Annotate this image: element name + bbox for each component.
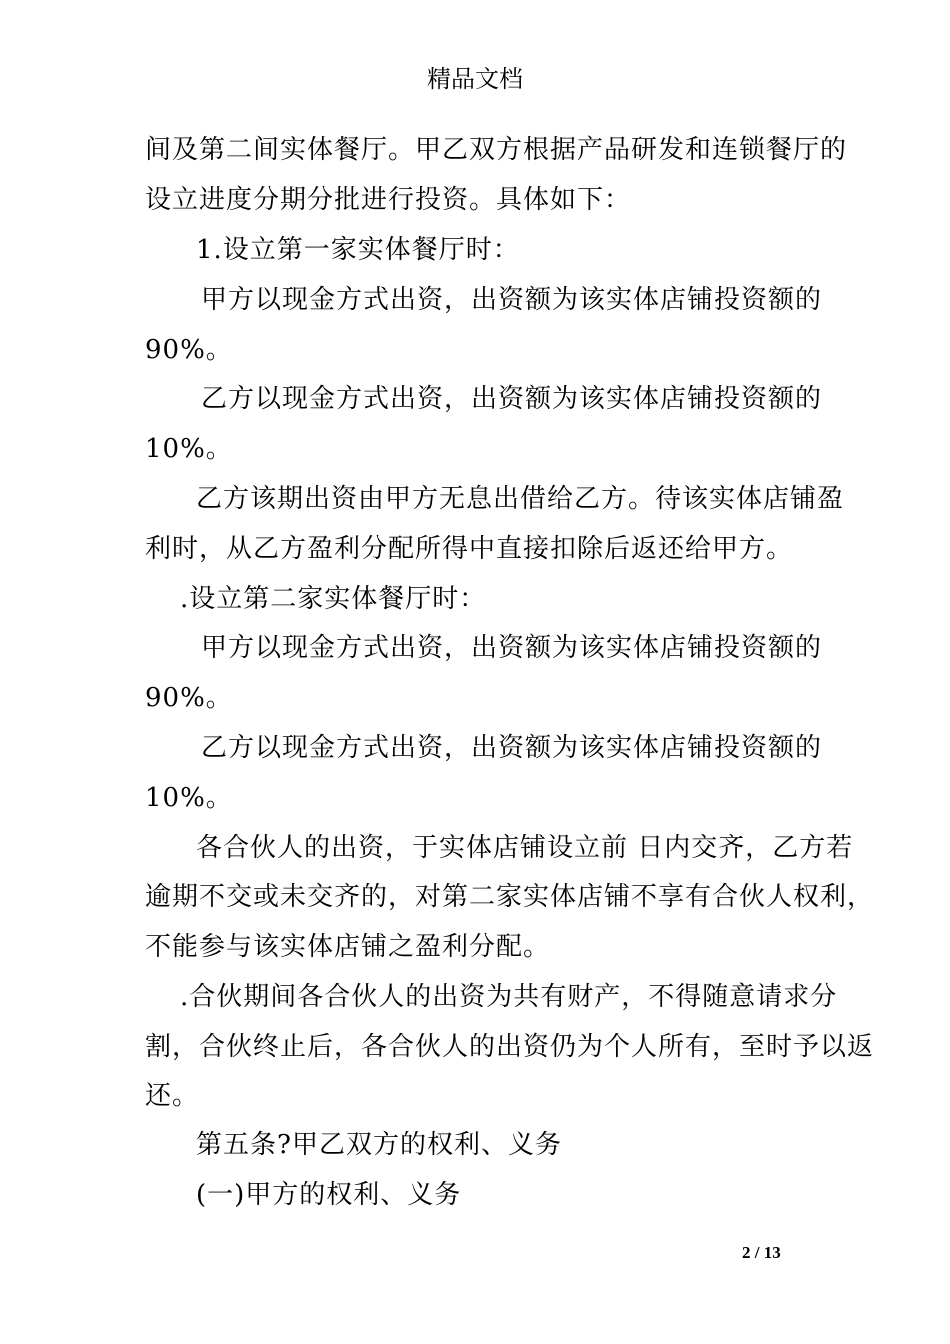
body-line: 利时，从乙方盈利分配所得中直接扣除后返还给甲方。 — [145, 534, 794, 564]
body-line: 1.设立第一家实体餐厅时： — [196, 235, 520, 265]
body-line: 逾期不交或未交齐的，对第二家实体店铺不享有合伙人权利， — [145, 882, 875, 912]
body-line: 90%。 — [145, 335, 233, 365]
body-line: 各合伙人的出资，于实体店铺设立前 日内交齐，乙方若 — [196, 833, 854, 863]
section-heading: 第五条?甲乙双方的权利、义务 — [196, 1130, 562, 1160]
body-line: .合伙期间各合伙人的出资为共有财产，不得随意请求分 — [180, 982, 838, 1012]
body-line: 90%。 — [145, 683, 233, 713]
body-line: 间及第二间实体餐厅。甲乙双方根据产品研发和连锁餐厅的 — [145, 135, 848, 165]
body-line: 10%。 — [145, 783, 233, 813]
body-line: 设立进度分期分批进行投资。具体如下： — [145, 185, 632, 215]
body-line: .设立第二家实体餐厅时： — [180, 584, 487, 614]
page-number: 2 / 13 — [742, 1243, 781, 1262]
body-line: 10%。 — [145, 434, 233, 464]
body-line: 不能参与该实体店铺之盈利分配。 — [145, 932, 551, 962]
body-line: 甲方以现金方式出资，出资额为该实体店铺投资额的 — [201, 285, 823, 315]
body-line: 乙方以现金方式出资，出资额为该实体店铺投资额的 — [201, 733, 823, 763]
subsection-heading: (一)甲方的权利、义务 — [196, 1180, 462, 1210]
body-line: 割，合伙终止后，各合伙人的出资仍为个人所有，至时予以返 — [145, 1032, 875, 1062]
body-line: 还。 — [145, 1081, 200, 1111]
body-line: 乙方以现金方式出资，出资额为该实体店铺投资额的 — [201, 384, 823, 414]
page-header: 精品文档 — [427, 65, 523, 93]
body-line: 甲方以现金方式出资，出资额为该实体店铺投资额的 — [201, 633, 823, 663]
body-line: 乙方该期出资由甲方无息出借给乙方。待该实体店铺盈 — [196, 484, 845, 514]
